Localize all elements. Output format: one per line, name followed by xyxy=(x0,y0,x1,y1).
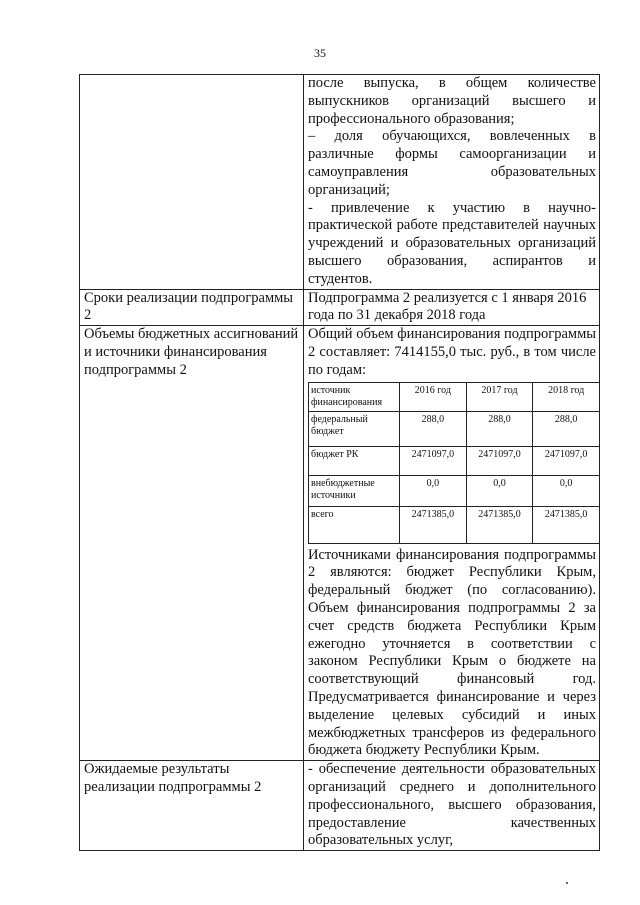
period-label: Сроки реализации подпрограммы 2 xyxy=(80,289,304,326)
table-row xyxy=(80,761,600,851)
funding-source: федеральный бюджет xyxy=(309,411,400,446)
period-text: Подпрограмма 2 реализуется с 1 января 2016 года по 31 декабря 2018 года xyxy=(304,289,600,326)
scan-mark xyxy=(566,882,568,884)
funding-value: 2471097,0 xyxy=(533,446,600,475)
funding-header-2017: 2017 год xyxy=(466,382,533,411)
funding-label: Объемы бюджетных ассигнований и источники финансирования подпрограммы 2 xyxy=(80,326,304,761)
funding-value: 288,0 xyxy=(533,411,600,446)
funding-header-2016: 2016 год xyxy=(400,382,467,411)
funding-intro: Общий объем финансирования подпрограммы 2 составляет: 7414155,0 тыс. руб., в том числе по годам: xyxy=(308,326,596,378)
indicators-cell xyxy=(304,75,600,290)
funding-row-total xyxy=(309,506,600,543)
funding-row-extrabudget xyxy=(309,475,600,506)
funding-source: бюджет РК xyxy=(309,446,400,475)
funding-source: всего xyxy=(309,506,400,543)
results-text: - обеспечение деятельности образовательных организаций среднего и дополнительного профессионального, высшего образования, предоставление качественных образовательных услуг, xyxy=(304,761,600,851)
indicator-text-2: – доля обучающихся, вовлеченных в различные формы самоорганизации и самоуправления образовательных организаций; xyxy=(308,128,596,198)
results-label: Ожидаемые результаты реализации подпрограммы 2 xyxy=(80,761,304,851)
funding-value: 2471097,0 xyxy=(400,446,467,475)
table-row xyxy=(80,326,600,761)
funding-value: 0,0 xyxy=(466,475,533,506)
funding-value: 2471385,0 xyxy=(400,506,467,543)
funding-row-regional xyxy=(309,446,600,475)
funding-table-header xyxy=(309,382,600,411)
funding-value: 0,0 xyxy=(400,475,467,506)
table-row xyxy=(80,75,600,290)
funding-value: 2471385,0 xyxy=(466,506,533,543)
funding-header-2018: 2018 год xyxy=(533,382,600,411)
indicator-text-3: - привлечение к участию в научно-практической работе представителей научных учреждений и образовательных организаций высшего образования, аспирантов и студентов. xyxy=(308,199,596,287)
passport-table xyxy=(79,74,600,851)
page-number: 35 xyxy=(314,46,326,60)
table-row xyxy=(80,289,600,326)
funding-value: 2471097,0 xyxy=(466,446,533,475)
funding-source: внебюджетные источники xyxy=(309,475,400,506)
funding-value: 288,0 xyxy=(466,411,533,446)
funding-row-federal xyxy=(309,411,600,446)
empty-label-cell xyxy=(80,75,304,290)
funding-header-source: источник финансирования xyxy=(309,382,400,411)
funding-value: 2471385,0 xyxy=(533,506,600,543)
funding-table xyxy=(308,382,600,544)
funding-value: 288,0 xyxy=(400,411,467,446)
funding-cell xyxy=(304,326,600,761)
funding-sources-text: Источниками финансирования подпрограммы 2 являются: бюджет Республики Крым, федеральный бюджет (по согласованию). Объем финансирования подпрограммы 2 за счет средств бюджета Республики Крым ежегодно уточняется в соответствии с законом Республики Крым о бюджете на соответствующий финансовый год. Предусматривается финансирование и через выделение целевых субсидий и иных межбюджетных трансферов из федерального бюджета бюджету Республики Крым. xyxy=(308,546,596,759)
indicator-text-1: после выпуска, в общем количестве выпускников организаций высшего и профессионального образования; xyxy=(308,75,596,127)
funding-value: 0,0 xyxy=(533,475,600,506)
